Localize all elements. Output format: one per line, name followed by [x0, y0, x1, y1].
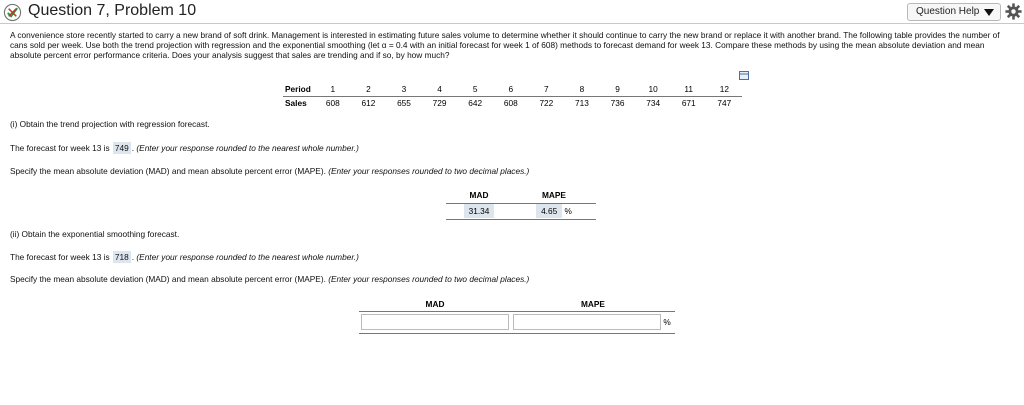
part1-forecast-hint: (Enter your response rounded to the nearest whole number.)	[136, 143, 359, 153]
period-cell: 12	[707, 82, 743, 96]
sales-cell: 655	[397, 98, 411, 109]
period-cell: 3	[386, 82, 422, 96]
sales-cell: 671	[681, 98, 696, 109]
page-title: Question 7, Problem 10	[28, 2, 197, 19]
part2-percent-sign: %	[663, 317, 671, 327]
period-label: Period	[283, 82, 315, 96]
part2-forecast-post: .	[131, 252, 135, 262]
period-cell: 10	[635, 82, 671, 96]
part1-specify-hint: (Enter your responses rounded to two decimal places.)	[328, 166, 530, 176]
sales-cell: 608	[325, 98, 340, 109]
problem-statement: A convenience store recently started to carry a new brand of soft drink. Management is interested in estimating future sales volume to determine whether it should continue to carry the new brand or replace it with another brand. The following table provides the number of cans sold per week. Use both the trend projection with regression and the exponential smoothing (let α = 0.4 with an initial forecast for week 1 of 608) methods to forecast demand for week 13. Compare these methods by using the mean absolute deviation and mean absolute percent error performance criteria. Does your analysis suggest that sales are trending and if so, by how much?	[10, 30, 1000, 60]
part1-forecast-answer[interactable]: 749	[114, 143, 129, 153]
sales-cell: 729	[432, 98, 447, 109]
part2-forecast-line	[10, 251, 359, 263]
gear-icon[interactable]	[1005, 3, 1022, 20]
part1-mape-cell	[512, 203, 596, 219]
chevron-down-icon	[984, 9, 994, 16]
part1-forecast-post: .	[131, 143, 135, 153]
part1-mad-cell	[446, 203, 512, 219]
part2-mape-header: MAPE	[511, 297, 675, 311]
period-cell: 5	[457, 82, 493, 96]
part2-mad-header: MAD	[359, 297, 511, 311]
sales-cell: 612	[361, 98, 376, 109]
part1-specify: Specify the mean absolute deviation (MAD) and mean absolute percent error (MAPE).	[10, 166, 326, 176]
part2-specify: Specify the mean absolute deviation (MAD) and mean absolute percent error (MAPE).	[10, 274, 326, 284]
part2-specify-line	[10, 274, 529, 284]
part2-mad-input[interactable]	[361, 314, 509, 330]
part1-percent-sign: %	[564, 206, 572, 216]
part2-forecast-answer[interactable]: 718	[114, 252, 129, 262]
part1-results-table	[446, 187, 596, 220]
sales-cell: 747	[717, 98, 732, 109]
period-cell: 7	[529, 82, 565, 96]
question-header	[0, 0, 1024, 24]
question-help-button[interactable]	[907, 3, 1001, 21]
data-table-icon[interactable]	[739, 71, 749, 80]
part1-mad-header: MAD	[446, 187, 512, 203]
part2-heading: (ii) Obtain the exponential smoothing forecast.	[10, 229, 180, 239]
part1-forecast-line	[10, 142, 359, 154]
sales-cell: 722	[539, 98, 554, 109]
part2-mape-input[interactable]	[513, 314, 661, 330]
part1-heading: (i) Obtain the trend projection with regression forecast.	[10, 119, 210, 129]
part1-mape-answer[interactable]: 4.65	[536, 204, 562, 218]
question-help-label: Question Help	[916, 6, 980, 17]
sales-cell: 734	[646, 98, 661, 109]
sales-cell: 642	[468, 98, 483, 109]
part2-mape-cell	[511, 311, 675, 333]
period-row	[283, 82, 742, 96]
part2-specify-hint: (Enter your responses rounded to two decimal places.)	[328, 274, 530, 284]
sales-row	[283, 96, 742, 110]
period-cell: 8	[564, 82, 600, 96]
part1-mad-answer[interactable]: 31.34	[464, 204, 495, 218]
sales-label: Sales	[285, 98, 307, 109]
part2-results-table	[359, 297, 675, 334]
period-cell: 1	[315, 82, 351, 96]
part1-forecast-pre: The forecast for week 13 is	[10, 143, 110, 153]
sales-cell: 713	[575, 98, 589, 109]
part1-specify-line	[10, 166, 529, 176]
period-cell: 6	[493, 82, 529, 96]
part2-forecast-hint: (Enter your response rounded to the nearest whole number.)	[136, 252, 359, 262]
part1-mape-header: MAPE	[512, 187, 596, 203]
sales-cell: 608	[503, 98, 518, 109]
sales-cell: 736	[610, 98, 625, 109]
part2-mad-cell	[359, 311, 511, 333]
sales-table	[283, 82, 742, 110]
part2-forecast-pre: The forecast for week 13 is	[10, 252, 110, 262]
period-cell: 9	[600, 82, 636, 96]
partial-credit-icon	[3, 3, 22, 22]
period-cell: 4	[422, 82, 458, 96]
period-cell: 2	[351, 82, 387, 96]
period-cell: 11	[671, 82, 707, 96]
